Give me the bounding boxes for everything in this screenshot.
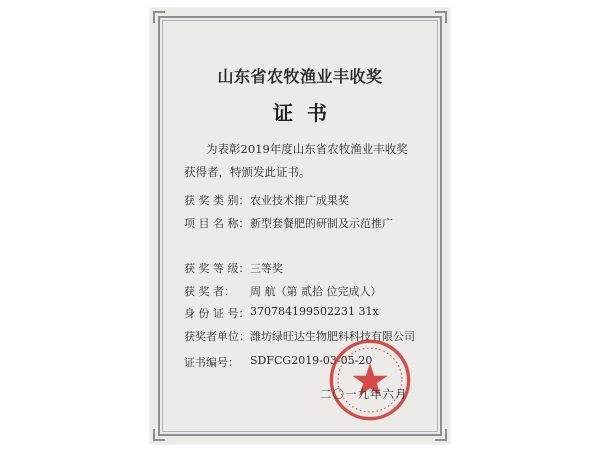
field-label: 获 奖 类 别：	[184, 194, 250, 207]
field-label: 获奖者单位：	[184, 330, 250, 343]
field-project	[184, 215, 440, 232]
field-value: 农业技术推广成果奖	[250, 194, 349, 207]
corner-ornament	[153, 429, 165, 441]
intro-line-2: 获得者，特颁发此证书。	[184, 165, 311, 179]
field-value: 周 航（第 贰拾 位完成人）	[250, 285, 382, 298]
issue-date: 二〇一九年六月	[320, 387, 408, 401]
certificate-title: 山东省农牧渔业丰收奖	[217, 67, 383, 86]
field-value: 三等奖	[250, 262, 283, 275]
field-category	[184, 192, 349, 208]
intro-line-1: 为表彰2019年度山东省农牧渔业丰收奖	[206, 142, 408, 156]
field-value: 370784199502231 31x	[250, 305, 379, 318]
field-value: SDFCG2019-03-05-20	[250, 354, 373, 367]
field-value: 新型套餐肥的研制及示范推广	[250, 217, 393, 230]
official-seal-icon	[328, 338, 412, 422]
field-label: 获 奖 等 级：	[184, 262, 250, 275]
field-label: 证书编号：	[184, 356, 239, 369]
field-value: 潍坊绿旺达生物肥料科技有限公司	[250, 330, 415, 343]
field-winner	[184, 283, 382, 299]
certificate-sheet	[150, 8, 450, 444]
field-level	[184, 260, 283, 276]
corner-ornament	[153, 11, 165, 23]
field-label: 项 目 名 称：	[184, 217, 250, 230]
field-id-number	[184, 305, 379, 321]
corner-ornament	[435, 429, 447, 441]
field-label: 身 份 证 号：	[184, 307, 250, 320]
certificate-subtitle: 证书	[273, 101, 341, 125]
corner-ornament	[435, 11, 447, 23]
field-label: 获 奖 者：	[184, 285, 235, 298]
